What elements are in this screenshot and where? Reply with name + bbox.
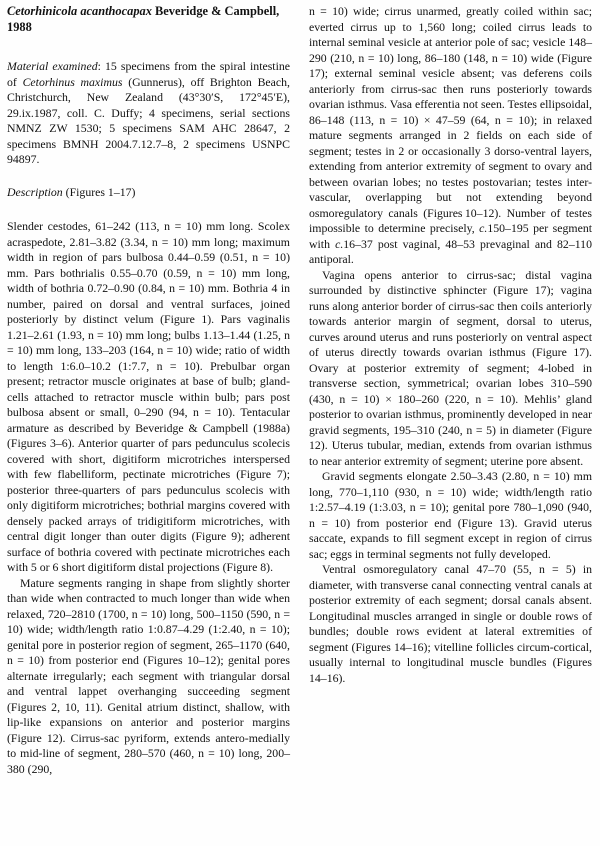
material-examined-paragraph bbox=[7, 59, 290, 168]
left-column bbox=[7, 4, 290, 777]
cirrus-testes-continuation-paragraph bbox=[309, 4, 592, 268]
cirrus-testes-text-1: n = 10) wide; cirrus unarmed, greatly coiled within sac; everted cirrus up to 1,560 long; coiled cirrus leads to internal seminal vesicle at anterior pole of sac; vesicle 148–290 (210, n = 10) long, 86–180 (148, n = 10) wide (Figure 17); external seminal vesicle absent; vas deferens coils anteriorly from cirrus-sac then runs posteriorly towards ovarian isthmus. Vasa efferentia not seen. Testes ellipsoidal, 86–148 (113, n = 10) × 47–59 (64, n = 10); in relaxed mature segments arranged in 2 fields on each side of segment; testes in 2 or occasionally 3 dorso-ventral layers, extending from anterior extremity of segment to ovary and between ovarian lobes; no testes postovarian; testes inter-vascular, overlapping but not extending beyond osmoregulatory canals (Figures 10–12). Number of testes impossible to determine precisely, bbox=[309, 4, 592, 235]
species-title bbox=[7, 4, 290, 35]
description-heading bbox=[7, 185, 290, 201]
osmoregulatory-paragraph: Ventral osmoregulatory canal 47–70 (55, n = 5) in diameter, with transverse canal connecting ventral canals at posterior extremity of each segment; dorsal canals absent. Longitudinal muscles arranged in single or double rows of bundles; double rows evident at lateral extremities of segment (Figures 14–16); vitelline follicles circum-cortical, usually internal to longitudinal muscle bundles (Figures 14–16). bbox=[309, 562, 592, 685]
right-column bbox=[309, 4, 592, 777]
material-examined-text-after-host: (Gunnerus), off Brighton Beach, Christchurch, New Zealand (43°30′S, 172°45′E), 29.ix.1987, coll. C. Duffy; 4 specimens, serial sections NMNZ ZW 1530; 5 specimens SAM AHC 28647, 2 specimens BMNH 2004.7.12.7–8, 2 specimens USNPC 94897. bbox=[7, 74, 290, 166]
gravid-segments-paragraph: Gravid segments elongate 2.50–3.43 (2.80, n = 10) mm long, 770–1,110 (930, n = 10) wide; width/length ratio 1:2.57–4.19 (1:3.03, n = 10); genital pore 780–1,090 (940, n = 10) from posterior end (Figure 13). Gravid uterus saccate, expands to fill segment except in region of cirrus sac; eggs in terminal segments not fully developed. bbox=[309, 469, 592, 561]
species-name: Cetorhinicola acanthocapax bbox=[7, 4, 152, 18]
cirrus-testes-text-3: 16–37 post vaginal, 48–53 prevaginal and 82–110 antiporal. bbox=[309, 236, 592, 266]
material-examined-label: Material examined bbox=[7, 59, 98, 73]
description-label: Description bbox=[7, 184, 63, 199]
vagina-ovary-paragraph: Vagina opens anterior to cirrus-sac; distal vagina surrounded by distinctive sphincter (Figure 17); vagina runs along anterior border of cirrus-sac then coils anteriorly towards anterior margin of segment, dorsal to uterus, curves around uterus and runs posteriorly on ventral aspect of uterus directly towards ovarian isthmus (Figure 17). Ovary at posterior extremity of segment; 4-lobed in transverse section, symmetrical; ovarian lobes 310–590 (430, n = 10) × 180–260 (220, n = 10). Mehlis’ gland posterior to ovarian isthmus, prominently developed in near gravid segments, 195–310 (240, n = 5) in diameter (Figure 12). Uterus tubular, median, extends from ovarian isthmus to near anterior extremity of segment; uterine pore absent. bbox=[309, 267, 592, 468]
host-species-name: Cetorhinus maximus bbox=[22, 74, 123, 89]
material-examined-text-before-host: : 15 specimens from the spiral intestine of bbox=[7, 59, 290, 89]
mature-segments-paragraph: Mature segments ranging in shape from slightly shorter than wide when contracted to much longer than wide when relaxed, 720–2810 (1700, n = 10) long, 500–1150 (590, n = 10) wide; width/length ratio 1:0.87–4.29 (1:2.40, n = 10); genital pore in posterior region of segment, 265–1170 (640, n = 10) from posterior end (Figures 10–12); genital pores alternate irregularly; each segment with triangular dorsal and ventral lappet overhanging succeeding segment (Figures 2, 10, 11). Genital atrium distinct, shallow, with lip-like expansions on anterior and posterior margins (Figure 12). Cirrus-sac pyriform, extends antero-medially to mid-line of segment, 280–570 (460, n = 10) long, 200–380 (290, bbox=[7, 575, 290, 776]
description-figures-ref: (Figures 1–17) bbox=[62, 184, 136, 199]
cirrus-testes-text-2: 150–195 per segment with bbox=[309, 221, 592, 251]
two-column-layout bbox=[7, 4, 593, 777]
circa-abbreviation-2: c. bbox=[335, 236, 344, 251]
circa-abbreviation-1: c. bbox=[479, 221, 488, 235]
species-authority: Beveridge & Campbell, 1988 bbox=[7, 4, 280, 34]
scolex-description-paragraph: Slender cestodes, 61–242 (113, n = 10) mm long. Scolex acraspedote, 2.81–3.82 (3.34, n = 10) mm long; maximum width in region of pars bulbosa 0.44–0.59 (0.51, n = 10) mm. Pars bothrialis 0.55–0.70 (0.59, n = 10) mm long, width of bothria 0.72–0.90 (0.84, n = 10) mm. Bothria 4 in number, paired on dorsal and ventral surfaces, joined posteriorly by distinct velum (Figure 1). Pars vaginalis 1.21–2.61 (1.93, n = 10) mm long; bulbs 1.13–1.44 (1.25, n = 10) mm long, 133–203 (164, n = 10) wide; ratio of width to length 1:6.0–10.2 (1:7.7, n = 10). Prebulbar organ present; retractor muscle originates at base of bulb; gland-cells attached to retractor muscle within bulb; pars post bulbosa absent or small, 0–290 (94, n = 10). Tentacular armature as described by Beveridge & Campbell (1988a) (Figures 3–6). Anterior quarter of pars pedunculus scolecis covered with short, digitiform microtriches interspersed with few flabelliform, pectinate microtriches (Figure 7); posterior three-quarters of pars pedunculus scolecis with only digitiform microtriches; bothrial margins covered with densely packed arrays of tridigitiform microtriches, with central digit longer than outer digits (Figure 9); adherent surface of bothria covered with pectinate microtriches each with 5 or 6 short digitiform distal projections (Figure 8). bbox=[7, 219, 290, 574]
